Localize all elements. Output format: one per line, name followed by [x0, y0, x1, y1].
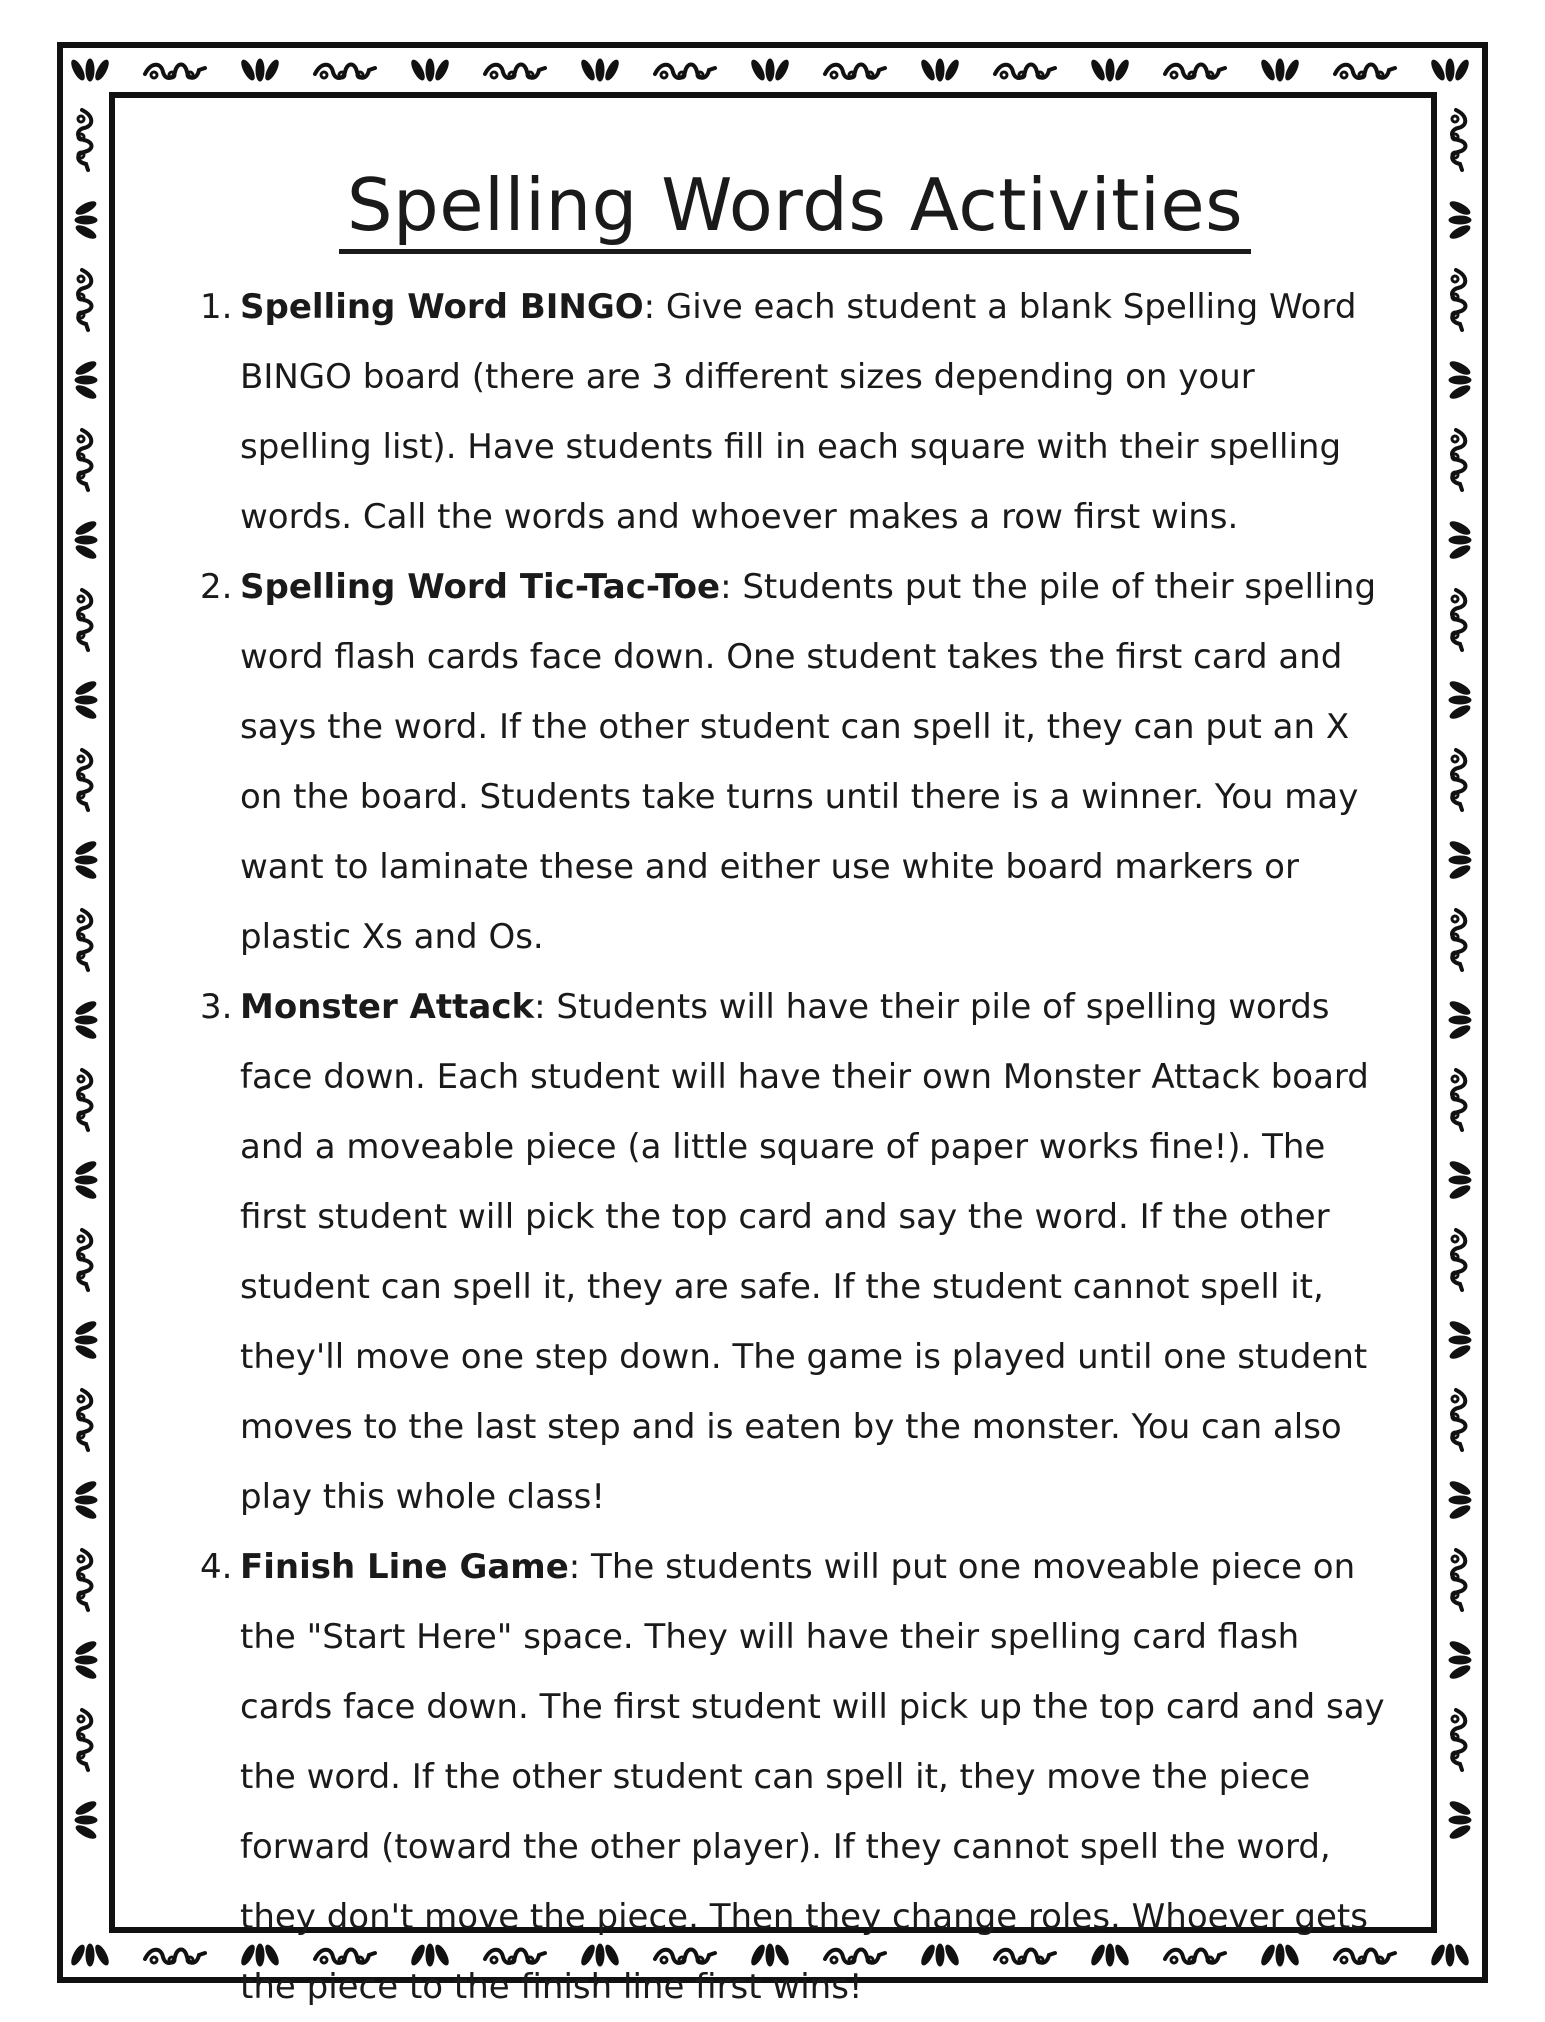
- swirl-loop: [1452, 1076, 1458, 1082]
- swirl-ornament: [995, 65, 1055, 79]
- swirl-loop: [491, 72, 497, 78]
- leaf-ornament: [1448, 359, 1471, 400]
- item-description: : Students put the pile of their spelling word flash cards face down. One student takes the first card and says the word. If the other student can spell it, they can put an X on the board. Students take turns until there is a winner. You may want to laminate these and either use white board markers or plastic Xs and Os.: [240, 567, 1377, 957]
- leaf-petal: [1448, 839, 1471, 856]
- leaf-petal: [1283, 58, 1300, 81]
- leaf-ornament: [1259, 58, 1300, 81]
- swirl-loop: [78, 1396, 84, 1402]
- swirl-loop: [78, 1236, 84, 1242]
- leaf-petal: [943, 58, 960, 81]
- leaf-petal: [74, 679, 97, 696]
- swirl-loop: [78, 1556, 84, 1562]
- leaf-petal: [74, 1479, 97, 1496]
- swirl-ornament: [1452, 1230, 1466, 1290]
- page-content: [200, 160, 1390, 2022]
- swirl-ornament: [1452, 270, 1466, 330]
- leaf-petal: [1453, 58, 1470, 81]
- swirl-ornament: [1452, 1550, 1466, 1610]
- leaf-ornament: [1448, 999, 1471, 1040]
- swirl-ornament: [1452, 590, 1466, 650]
- swirl-loop: [78, 1716, 84, 1722]
- swirl-ornament: [1452, 750, 1466, 810]
- leaf-petal: [75, 536, 97, 544]
- leaf-petal: [1448, 863, 1471, 880]
- swirl-ornament: [78, 1230, 92, 1290]
- leaf-petal: [1448, 999, 1471, 1016]
- leaf-petal: [1113, 58, 1130, 81]
- leaf-petal: [1448, 1343, 1471, 1360]
- swirl-ornament: [78, 1070, 92, 1130]
- swirl-ornament: [78, 590, 92, 650]
- swirl-loop: [78, 596, 84, 602]
- swirl-ornament: [655, 65, 715, 79]
- activities-list: [200, 272, 1390, 2022]
- item-term: Monster Attack: [240, 987, 535, 1027]
- leaf-petal: [69, 1943, 86, 1966]
- leaf-ornament: [1448, 679, 1471, 720]
- leaf-petal: [1448, 519, 1471, 536]
- leaf-ornament: [74, 1319, 97, 1360]
- swirl-ornament: [78, 1390, 92, 1450]
- leaf-petal: [426, 59, 434, 81]
- leaf-petal: [766, 59, 774, 81]
- leaf-ornament: [1448, 1319, 1471, 1360]
- swirl-loop: [78, 436, 84, 442]
- leaf-petal: [1449, 216, 1471, 224]
- leaf-petal: [773, 58, 790, 81]
- leaf-petal: [74, 359, 97, 376]
- leaf-ornament: [1448, 1159, 1471, 1200]
- swirl-ornament: [485, 65, 545, 79]
- leaf-petal: [74, 1663, 97, 1680]
- swirl-loop: [1452, 1716, 1458, 1722]
- leaf-petal: [1448, 1663, 1471, 1680]
- leaf-petal: [263, 58, 280, 81]
- leaf-petal: [93, 58, 110, 81]
- leaf-petal: [1449, 536, 1471, 544]
- leaf-petal: [1449, 856, 1471, 864]
- item-term: Finish Line Game: [240, 1547, 569, 1587]
- leaf-petal: [74, 1183, 97, 1200]
- leaf-petal: [1448, 1799, 1471, 1816]
- leaf-petal: [1448, 359, 1471, 376]
- leaf-petal: [1448, 383, 1471, 400]
- leaf-petal: [1448, 1319, 1471, 1336]
- swirl-ornament: [78, 1550, 92, 1610]
- leaf-ornament: [74, 1159, 97, 1200]
- leaf-ornament: [74, 359, 97, 400]
- leaf-petal: [749, 58, 766, 81]
- leaf-petal: [75, 1496, 97, 1504]
- swirl-loop: [78, 116, 84, 122]
- swirl-loop: [1452, 916, 1458, 922]
- leaf-ornament: [409, 58, 450, 81]
- item-number: 1.: [200, 287, 233, 327]
- leaf-petal: [1446, 59, 1454, 81]
- leaf-ornament: [579, 58, 620, 81]
- leaf-petal: [75, 696, 97, 704]
- swirl-loop: [78, 756, 84, 762]
- leaf-petal: [1446, 1944, 1454, 1966]
- leaf-petal: [239, 58, 256, 81]
- leaf-petal: [256, 59, 264, 81]
- leaf-ornament: [74, 1639, 97, 1680]
- leaf-petal: [409, 58, 426, 81]
- leaf-petal: [1089, 58, 1106, 81]
- list-item: [200, 272, 1390, 552]
- swirl-loop: [1452, 756, 1458, 762]
- leaf-petal: [936, 59, 944, 81]
- leaf-ornament: [1089, 58, 1130, 81]
- leaf-petal: [75, 1016, 97, 1024]
- leaf-petal: [74, 1799, 97, 1816]
- swirl-ornament: [1452, 1070, 1466, 1130]
- leaf-petal: [1429, 58, 1446, 81]
- leaf-petal: [1449, 1016, 1471, 1024]
- leaf-petal: [1449, 1816, 1471, 1824]
- swirl-ornament: [1452, 110, 1466, 170]
- swirl-ornament: [1452, 910, 1466, 970]
- leaf-petal: [74, 543, 97, 560]
- leaf-petal: [86, 59, 94, 81]
- swirl-ornament: [1335, 65, 1395, 79]
- leaf-petal: [74, 1343, 97, 1360]
- leaf-petal: [1449, 1496, 1471, 1504]
- leaf-ornament: [1448, 519, 1471, 560]
- swirl-ornament: [145, 1950, 205, 1964]
- leaf-petal: [75, 1816, 97, 1824]
- leaf-petal: [1448, 1183, 1471, 1200]
- list-item: [200, 972, 1390, 1532]
- leaf-petal: [1448, 1023, 1471, 1040]
- leaf-petal: [603, 58, 620, 81]
- leaf-petal: [74, 1503, 97, 1520]
- leaf-petal: [93, 1943, 110, 1966]
- item-description: : Students will have their pile of spelling words face down. Each student will have their own Monster Attack board and a moveable piece (a little square of paper works fine!). The first student will pick the top card and say the word. If the other student can spell it, they are safe. If the student cannot spell it, they'll move one step down. The game is played until one student moves to the last step and is eaten by the monster. You can also play this whole class!: [240, 987, 1369, 1517]
- leaf-ornament: [1448, 839, 1471, 880]
- leaf-petal: [596, 59, 604, 81]
- swirl-loop: [1452, 276, 1458, 282]
- leaf-petal: [74, 223, 97, 240]
- leaf-petal: [74, 839, 97, 856]
- leaf-petal: [75, 1336, 97, 1344]
- leaf-petal: [1448, 1159, 1471, 1176]
- leaf-petal: [74, 199, 97, 216]
- leaf-ornament: [1448, 1479, 1471, 1520]
- leaf-petal: [74, 1159, 97, 1176]
- leaf-petal: [1448, 543, 1471, 560]
- item-term: Spelling Word BINGO: [240, 287, 644, 327]
- swirl-ornament: [1165, 65, 1225, 79]
- leaf-petal: [1449, 1656, 1471, 1664]
- leaf-petal: [1448, 223, 1471, 240]
- leaf-ornament: [69, 1943, 110, 1966]
- leaf-petal: [74, 1023, 97, 1040]
- swirl-loop: [151, 1957, 157, 1963]
- leaf-petal: [1276, 59, 1284, 81]
- leaf-ornament: [239, 58, 280, 81]
- page-title: [200, 160, 1390, 250]
- leaf-petal: [74, 863, 97, 880]
- leaf-ornament: [749, 58, 790, 81]
- swirl-ornament: [145, 65, 205, 79]
- swirl-ornament: [1452, 430, 1466, 490]
- leaf-petal: [1448, 1479, 1471, 1496]
- leaf-petal: [1449, 696, 1471, 704]
- leaf-petal: [74, 519, 97, 536]
- leaf-petal: [74, 703, 97, 720]
- swirl-ornament: [1452, 1710, 1466, 1770]
- leaf-petal: [1448, 1503, 1471, 1520]
- leaf-petal: [75, 856, 97, 864]
- swirl-ornament: [78, 270, 92, 330]
- swirl-loop: [1452, 596, 1458, 602]
- item-description: : Give each student a blank Spelling Word BINGO board (there are 3 different sizes depending on your spelling list). Have students fill in each square with their spelling words. Call the words and whoever makes a row first wins.: [240, 287, 1357, 537]
- leaf-petal: [74, 999, 97, 1016]
- leaf-petal: [1448, 679, 1471, 696]
- leaf-petal: [1448, 1823, 1471, 1840]
- swirl-ornament: [78, 910, 92, 970]
- leaf-ornament: [74, 519, 97, 560]
- leaf-petal: [1259, 58, 1276, 81]
- item-number: 4.: [200, 1547, 233, 1587]
- leaf-ornament: [1429, 1943, 1470, 1966]
- swirl-ornament: [825, 65, 885, 79]
- leaf-petal: [1449, 376, 1471, 384]
- leaf-petal: [1449, 1176, 1471, 1184]
- swirl-ornament: [78, 1710, 92, 1770]
- leaf-petal: [1448, 1639, 1471, 1656]
- leaf-petal: [75, 216, 97, 224]
- leaf-ornament: [1448, 1799, 1471, 1840]
- swirl-loop: [1452, 1396, 1458, 1402]
- leaf-ornament: [1448, 1639, 1471, 1680]
- swirl-ornament: [78, 430, 92, 490]
- swirl-loop: [321, 72, 327, 78]
- item-description: : The students will put one moveable piece on the "Start Here" space. They will have their spelling card flash cards face down. The first student will pick up the top card and say the word. If the other student can spell it, they move the piece forward (toward the other player). If they cannot spell the word, they don't move the piece. Then they change roles. Whoever gets the piece to the finish line first wins!: [240, 1547, 1385, 2007]
- swirl-loop: [1452, 116, 1458, 122]
- leaf-petal: [433, 58, 450, 81]
- item-number: 3.: [200, 987, 233, 1027]
- leaf-ornament: [74, 839, 97, 880]
- leaf-petal: [1448, 199, 1471, 216]
- leaf-ornament: [74, 199, 97, 240]
- swirl-loop: [1452, 436, 1458, 442]
- list-item: [200, 552, 1390, 972]
- swirl-loop: [1341, 72, 1347, 78]
- leaf-ornament: [1448, 199, 1471, 240]
- leaf-petal: [74, 1319, 97, 1336]
- leaf-petal: [69, 58, 86, 81]
- swirl-loop: [1001, 72, 1007, 78]
- swirl-loop: [831, 72, 837, 78]
- leaf-petal: [919, 58, 936, 81]
- swirl-ornament: [1452, 1390, 1466, 1450]
- swirl-loop: [151, 72, 157, 78]
- item-term: Spelling Word Tic-Tac-Toe: [240, 567, 721, 607]
- leaf-ornament: [69, 58, 110, 81]
- swirl-loop: [1452, 1236, 1458, 1242]
- item-number: 2.: [200, 567, 233, 607]
- leaf-petal: [74, 383, 97, 400]
- list-item: [200, 1532, 1390, 2022]
- swirl-loop: [661, 72, 667, 78]
- leaf-petal: [1449, 1336, 1471, 1344]
- leaf-petal: [75, 376, 97, 384]
- swirl-ornament: [78, 750, 92, 810]
- leaf-petal: [1106, 59, 1114, 81]
- page-title-text: Spelling Words Activities: [339, 163, 1251, 254]
- swirl-loop: [78, 916, 84, 922]
- leaf-petal: [579, 58, 596, 81]
- swirl-loop: [1171, 72, 1177, 78]
- leaf-petal: [75, 1656, 97, 1664]
- leaf-petal: [1448, 703, 1471, 720]
- swirl-ornament: [315, 65, 375, 79]
- leaf-petal: [74, 1823, 97, 1840]
- leaf-petal: [1453, 1943, 1470, 1966]
- leaf-ornament: [919, 58, 960, 81]
- leaf-ornament: [74, 1479, 97, 1520]
- leaf-petal: [86, 1944, 94, 1966]
- swirl-loop: [78, 276, 84, 282]
- swirl-loop: [1452, 1556, 1458, 1562]
- leaf-ornament: [74, 679, 97, 720]
- leaf-ornament: [74, 1799, 97, 1840]
- leaf-petal: [75, 1176, 97, 1184]
- swirl-loop: [78, 1076, 84, 1082]
- leaf-petal: [74, 1639, 97, 1656]
- swirl-ornament: [78, 110, 92, 170]
- leaf-petal: [1429, 1943, 1446, 1966]
- leaf-ornament: [1429, 58, 1470, 81]
- leaf-ornament: [74, 999, 97, 1040]
